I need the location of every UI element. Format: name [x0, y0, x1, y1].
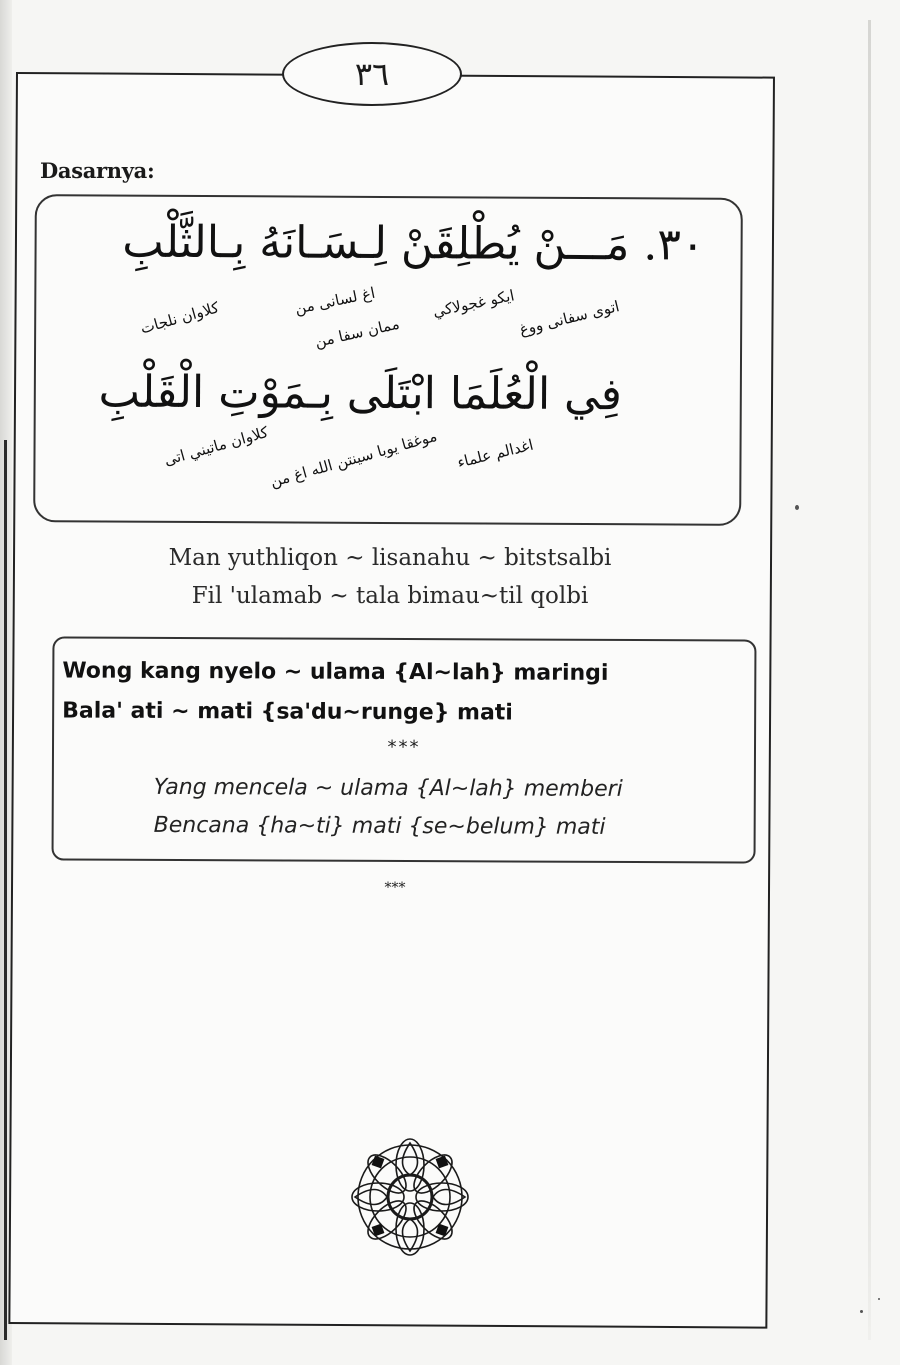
javanese-translation-line-1: Wong kang nyelo ~ ulama {Al~lah} maringi [62, 658, 609, 686]
scan-speck [860, 1310, 863, 1313]
javanese-translation-line-2: Bala' ati ~ mati {sa'du~runge} mati [62, 698, 513, 726]
arabic-gloss: اغدالم علماء [455, 435, 536, 472]
arabic-verse-line-2: فِي الْعُلَمَا ابْتَلَى بِـمَوْتِ الْقَلْبِ [98, 366, 622, 421]
scan-speck [878, 1298, 880, 1300]
transliteration-line-1: Man yuthliqon ~ lisanahu ~ bitstsalbi [168, 545, 612, 571]
transliteration-line-2: Fil 'ulamab ~ tala bimau~til qolbi [191, 583, 589, 609]
arabic-gloss: كلاوان نلجات [138, 298, 222, 338]
scan-right-shadow [868, 20, 871, 1340]
arabic-verse-line-1: ٣٠. مَـــنْ يُطْلِقَنْ لِـسَـانَهُ بِـالثَّلْبِ [122, 216, 705, 271]
arabic-gloss: ممان سفا من [313, 314, 402, 352]
indonesian-translation-line-1: Yang mencela ~ ulama {Al~lah} memberi [153, 774, 623, 802]
arabic-gloss: موغقا يوبا سينتن الله اغ من [268, 426, 439, 491]
arabic-gloss: ايكو غجولاكي [431, 286, 517, 321]
page-number-text: ٣٦ [354, 55, 390, 93]
section-end-marker: *** [384, 880, 406, 896]
section-heading: Dasarnya: [40, 158, 155, 183]
arabic-gloss: كلاوان ماتيني اتى [161, 422, 270, 470]
scan-speck [795, 505, 799, 510]
translation-divider: *** [387, 736, 421, 759]
arabesque-ornament-icon [345, 1135, 475, 1259]
arabic-gloss: اغ لسانى من [293, 283, 377, 318]
page-number [282, 42, 462, 106]
arabic-gloss: اتوى سفانى ووغ [517, 297, 621, 339]
arabic-verse-box [33, 194, 743, 526]
translation-box [52, 636, 757, 863]
indonesian-translation-line-2: Bencana {ha~ti} mati {se~belum} mati [153, 812, 606, 840]
